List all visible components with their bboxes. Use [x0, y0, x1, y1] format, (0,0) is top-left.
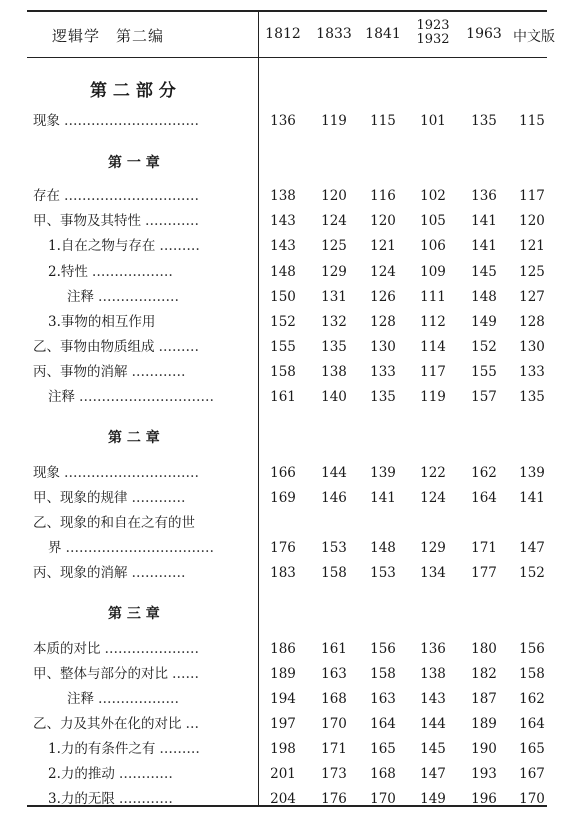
leader-dots: ……… [158, 339, 199, 355]
entry-title: 2.特性 [48, 264, 88, 280]
page-number-cell: 121 [519, 238, 545, 254]
entry-title: 本质的对比 [33, 641, 101, 657]
page-number-cell: 101 [420, 113, 446, 129]
entry-title: 界 [48, 540, 62, 556]
page-number-cell: 171 [471, 540, 497, 556]
entry-label [33, 213, 248, 229]
col-header-1923-1932 [408, 19, 458, 47]
entry-label [33, 113, 248, 129]
leader-dots: ………… [145, 213, 199, 229]
page-number-cell: 117 [519, 188, 545, 204]
page-number-cell: 112 [420, 314, 446, 330]
page-number-cell: 166 [270, 465, 296, 481]
page-number-cell: 144 [420, 716, 446, 732]
page-number-cell: 153 [321, 540, 347, 556]
page-number-cell: 135 [370, 389, 396, 405]
page-number-cell: 168 [370, 766, 396, 782]
page-number-cell: 194 [270, 691, 296, 707]
page-number-cell: 165 [519, 741, 545, 757]
page-number-cell: 148 [471, 289, 497, 305]
page-number-cell: 143 [420, 691, 446, 707]
leader-dots: ………………………… [64, 113, 199, 129]
entry-label [33, 188, 248, 204]
page-number-cell: 149 [420, 791, 446, 807]
page-number-cell: 145 [471, 264, 497, 280]
page-number-cell: 111 [420, 289, 446, 305]
entry-title: 乙、事物由物质组成 [33, 339, 155, 355]
part-heading: 第 二 部 分 [90, 81, 176, 101]
page-number-cell: 162 [519, 691, 545, 707]
entry-label [33, 666, 248, 682]
entry-label [48, 264, 248, 280]
page-number-cell: 106 [420, 238, 446, 254]
page-number-cell: 125 [321, 238, 347, 254]
page-number-cell: 129 [321, 264, 347, 280]
page-number-cell: 196 [471, 791, 497, 807]
page-number-cell: 115 [519, 113, 545, 129]
page-number-cell: 158 [370, 666, 396, 682]
page-number-cell: 158 [270, 364, 296, 380]
page-number-cell: 109 [420, 264, 446, 280]
page-number-cell: 125 [519, 264, 545, 280]
page-number-cell: 189 [471, 716, 497, 732]
page-number-cell: 145 [420, 741, 446, 757]
entry-label [33, 339, 248, 355]
chapter-heading: 第 三 章 [108, 606, 160, 622]
entry-label [33, 641, 248, 657]
page-number-cell: 165 [370, 741, 396, 757]
entry-label [48, 389, 248, 405]
leader-dots: ……………… [98, 289, 179, 305]
page-number-cell: 177 [471, 565, 497, 581]
page-number-cell: 182 [471, 666, 497, 682]
entry-label [48, 540, 248, 556]
entry-title: 存在 [33, 188, 60, 204]
entry-label [48, 766, 248, 782]
page-number-cell: 141 [519, 490, 545, 506]
page-number-cell: 115 [370, 113, 396, 129]
page-number-cell: 136 [471, 188, 497, 204]
leader-dots: ………… [131, 490, 186, 506]
page-number-cell: 102 [420, 188, 446, 204]
page-number-cell: 163 [321, 666, 347, 682]
leader-dots: ……… [159, 741, 200, 757]
entry-title: 注释 [67, 289, 94, 305]
col-header-1963: 1963 [466, 26, 502, 42]
entry-title: 注释 [67, 691, 94, 707]
page-number-cell: 121 [370, 238, 396, 254]
entry-title: 甲、整体与部分的对比 [33, 666, 168, 682]
entry-label [33, 716, 248, 732]
page-number-cell: 169 [270, 490, 296, 506]
page-number-cell: 117 [420, 364, 446, 380]
entry-title: 3.力的无限 [48, 791, 115, 807]
chapter-heading: 第 一 章 [108, 155, 160, 171]
leader-dots: ………… [118, 766, 173, 782]
page-number-cell: 164 [519, 716, 545, 732]
page-number-cell: 131 [321, 289, 347, 305]
col-header-1923: 1923 [416, 18, 450, 33]
chapter-heading: 第 二 章 [108, 430, 160, 446]
entry-label [48, 791, 248, 807]
page-number-cell: 187 [471, 691, 497, 707]
page-number-cell: 197 [270, 716, 296, 732]
entry-label [33, 364, 248, 380]
page-number-cell: 124 [420, 490, 446, 506]
leader-dots: ………… [131, 565, 186, 581]
page-number-cell: 126 [370, 289, 396, 305]
leader-dots: … [185, 716, 199, 732]
page-number-cell: 147 [420, 766, 446, 782]
page-number-cell: 120 [519, 213, 545, 229]
page-number-cell: 141 [471, 238, 497, 254]
page-number-cell: 152 [270, 314, 296, 330]
page-number-cell: 135 [471, 113, 497, 129]
leader-dots: ……………… [91, 264, 173, 280]
page-number-cell: 162 [471, 465, 497, 481]
leader-dots: …………………………… [65, 540, 214, 556]
page-number-cell: 138 [270, 188, 296, 204]
page-number-cell: 128 [370, 314, 396, 330]
page-number-cell: 157 [471, 389, 497, 405]
page-number-cell: 146 [321, 490, 347, 506]
entry-title: 甲、现象的规律 [33, 490, 128, 506]
entry-title: 1.力的有条件之有 [48, 741, 156, 757]
page-number-cell: 156 [370, 641, 396, 657]
page-number-cell: 158 [519, 666, 545, 682]
page-number-cell: 136 [270, 113, 296, 129]
entry-title: 2.力的推动 [48, 766, 115, 782]
page-number-cell: 170 [519, 791, 545, 807]
entry-label [67, 289, 248, 305]
entry-label [33, 515, 248, 531]
page-number-cell: 139 [519, 465, 545, 481]
entry-label [33, 490, 248, 506]
page-number-cell: 148 [270, 264, 296, 280]
page-number-cell: 114 [420, 339, 446, 355]
page-number-cell: 138 [420, 666, 446, 682]
header-rule [27, 57, 547, 58]
page-number-cell: 124 [321, 213, 347, 229]
page-number-cell: 156 [519, 641, 545, 657]
leader-dots: ………… [131, 364, 186, 380]
page-number-cell: 176 [270, 540, 296, 556]
page-number-cell: 161 [321, 641, 347, 657]
entry-title: 甲、事物及其特性 [33, 213, 141, 229]
page-number-cell: 127 [519, 289, 545, 305]
page-number-cell: 135 [519, 389, 545, 405]
entry-label [33, 565, 248, 581]
entry-title: 丙、事物的消解 [33, 364, 128, 380]
page-number-cell: 158 [321, 565, 347, 581]
entry-label [67, 691, 248, 707]
page-number-cell: 141 [471, 213, 497, 229]
leader-dots: ………………………… [64, 465, 199, 481]
col-header-chinese: 中文版 [513, 29, 555, 45]
page-number-cell: 122 [420, 465, 446, 481]
leader-dots: ……… [159, 238, 200, 254]
page-number-cell: 167 [519, 766, 545, 782]
page-number-cell: 190 [471, 741, 497, 757]
entry-title: 丙、现象的消解 [33, 565, 128, 581]
page-number-cell: 120 [370, 213, 396, 229]
page-number-cell: 105 [420, 213, 446, 229]
col-header-1833: 1833 [316, 26, 352, 42]
column-divider [258, 10, 259, 806]
entry-title: 乙、现象的和自在之有的世 [33, 515, 195, 531]
page-number-cell: 201 [270, 766, 296, 782]
page-number-cell: 193 [471, 766, 497, 782]
col-header-1812: 1812 [265, 26, 301, 42]
page-number-cell: 198 [270, 741, 296, 757]
leader-dots: ………………… [104, 641, 199, 657]
page-number-cell: 153 [370, 565, 396, 581]
page-number-cell: 143 [270, 213, 296, 229]
entry-title: 乙、力及其外在化的对比 [33, 716, 182, 732]
page-number-cell: 141 [370, 490, 396, 506]
page-number-cell: 134 [420, 565, 446, 581]
page-number-cell: 176 [321, 791, 347, 807]
entry-title: 1.自在之物与存在 [48, 238, 156, 254]
page-number-cell: 133 [519, 364, 545, 380]
top-rule [27, 10, 547, 12]
leader-dots: ………………………… [79, 389, 214, 405]
page-number-cell: 155 [270, 339, 296, 355]
page-number-cell: 135 [321, 339, 347, 355]
leader-dots: ………… [118, 791, 173, 807]
page-number-cell: 116 [370, 188, 396, 204]
page-number-cell: 163 [370, 691, 396, 707]
entry-title: 现象 [33, 113, 60, 129]
entry-label [48, 238, 248, 254]
entry-label [33, 465, 248, 481]
page-number-cell: 129 [420, 540, 446, 556]
page-number-cell: 170 [370, 791, 396, 807]
page-number-cell: 168 [321, 691, 347, 707]
entry-title: 现象 [33, 465, 60, 481]
page-number-cell: 186 [270, 641, 296, 657]
page-number-cell: 139 [370, 465, 396, 481]
table-title: 逻辑学 第二编 [52, 27, 165, 45]
page-number-cell: 180 [471, 641, 497, 657]
page-number-cell: 140 [321, 389, 347, 405]
page-number-cell: 173 [321, 766, 347, 782]
page-number-cell: 147 [519, 540, 545, 556]
leader-dots: ………………………… [64, 188, 199, 204]
page-number-cell: 143 [270, 238, 296, 254]
page-number-cell: 183 [270, 565, 296, 581]
page-number-cell: 120 [321, 188, 347, 204]
page-number-cell: 189 [270, 666, 296, 682]
page-number-cell: 132 [321, 314, 347, 330]
page-number-cell: 119 [321, 113, 347, 129]
page-number-cell: 204 [270, 791, 296, 807]
page-number-cell: 119 [420, 389, 446, 405]
page-number-cell: 128 [519, 314, 545, 330]
page-number-cell: 138 [321, 364, 347, 380]
page-number-cell: 130 [370, 339, 396, 355]
page-number-cell: 149 [471, 314, 497, 330]
page-number-cell: 124 [370, 264, 396, 280]
page-number-cell: 136 [420, 641, 446, 657]
page-number-cell: 164 [471, 490, 497, 506]
page-number-cell: 155 [471, 364, 497, 380]
entry-label [48, 314, 248, 330]
entry-label [48, 741, 248, 757]
page-number-cell: 171 [321, 741, 347, 757]
page-number-cell: 133 [370, 364, 396, 380]
entry-title: 注释 [48, 389, 75, 405]
leader-dots: ……………… [98, 691, 179, 707]
page-number-cell: 152 [471, 339, 497, 355]
page-number-cell: 164 [370, 716, 396, 732]
col-header-1932: 1932 [416, 32, 450, 47]
page-number-cell: 130 [519, 339, 545, 355]
entry-title: 3.事物的相互作用 [48, 314, 156, 330]
page-number-cell: 170 [321, 716, 347, 732]
page-number-cell: 161 [270, 389, 296, 405]
page-number-cell: 144 [321, 465, 347, 481]
page-number-cell: 148 [370, 540, 396, 556]
page-number-cell: 150 [270, 289, 296, 305]
page-number-cell: 152 [519, 565, 545, 581]
leader-dots: …… [172, 666, 199, 682]
col-header-1841: 1841 [365, 26, 401, 42]
